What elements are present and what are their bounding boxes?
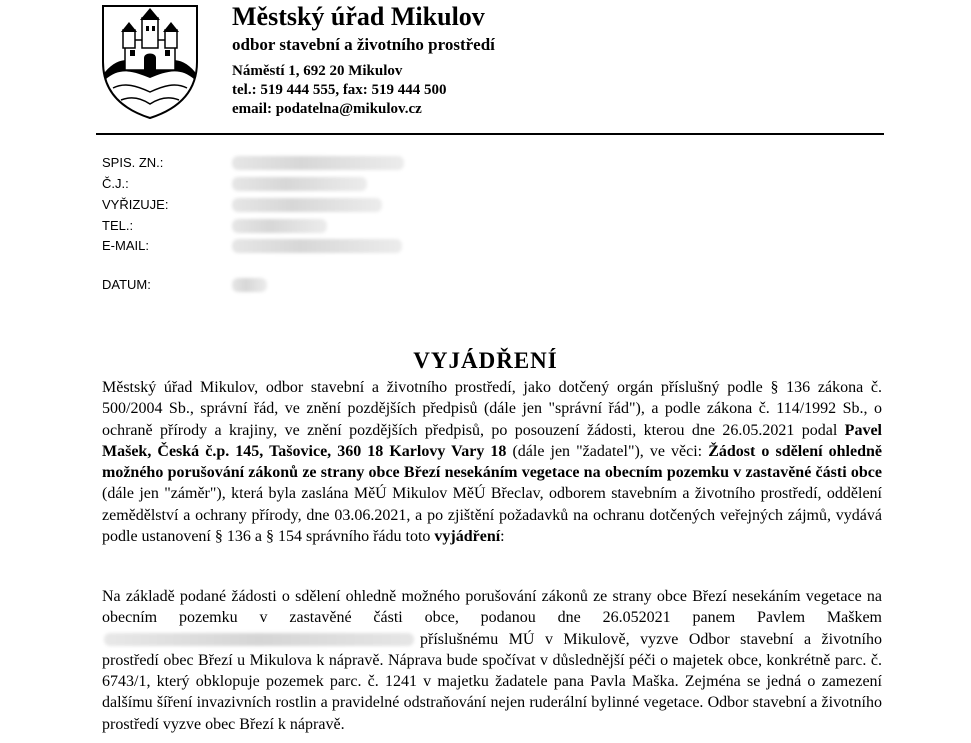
meta-label: DATUM: [102,277,151,292]
mikulov-coat-of-arms [95,2,205,120]
address: Náměstí 1, 692 20 Mikulov [232,63,403,79]
text-run: příslušnému MÚ v Mikulově, vyzve Odbor stavební a životního prostředí obec Březí u Mikulova k nápravě. Náprava bude spočívat v důslednější péči o majetek obce, konkrétně parc. č. 6743/1, který obklopuje pozemek parc. č. 1241 v majetku žadatele pana Pavla Maška. Zejména se jedná o zamezení dalšímu šíření invazivních rostlin a pravidelné odstraňování nejen ruderální bylinné vegetace. Odbor stavební a životního prostředí vyzve obec Březí k nápravě. [102,630,882,733]
meta-label: VYŘIZUJE: [102,197,169,212]
meta-row-vyrizuje [102,197,442,215]
meta-label: SPIS. ZN.: [102,155,164,170]
redacted-value [232,219,327,233]
meta-label: Č.J.: [102,176,129,191]
redacted-value [232,278,267,292]
meta-row-spis [102,155,442,173]
header-divider [96,133,884,135]
request-subject: Žádost o sdělení ohledně možného porušování zákonů ze strany obce Březí nesekáním vegetace na obecním pozemku v zastavěné části obce [102,442,882,482]
statement-paragraph [102,377,882,547]
text-run: : [500,528,505,546]
text-run: Městský úřad Mikulov, odbor stavební a životního prostředí, jako dotčený orgán příslušný podle § 136 zákona č. 500/2004 Sb., správní řád, ve znění pozdějších předpisů (dále jen "správní řád"), a podle zákona č. 114/1992 Sb., o ochraně přírody a krajiny, ve znění pozdějších předpisů, po posouzení žádosti, kterou dne 26.05.2021 podal [102,379,882,439]
redacted-value [232,239,402,253]
redacted-value [232,156,404,170]
meta-row-cj [102,176,442,194]
redacted-value [232,177,367,191]
decision-paragraph [102,586,882,735]
text-run: (dále jen "žadatel"), ve věci: [506,442,709,460]
keyword-vyjadreni: vyjádření [434,528,501,546]
phone-fax: tel.: 519 444 555, fax: 519 444 500 [232,82,447,98]
meta-row-tel [102,218,442,236]
meta-label: E-MAIL: [102,238,149,253]
letterhead [232,2,495,119]
department-name: odbor stavební a životního prostředí [232,35,495,54]
document-title: VYJÁDŘENÍ [413,348,558,373]
applicant-name: Pavel Mašek, Česká č.p. 145, Tašovice, 360 18 Karlovy Vary 18 [102,421,882,460]
meta-row-datum [102,277,442,295]
redacted-value [232,198,382,212]
meta-label: TEL.: [102,218,134,233]
text-run: (dále jen "záměr"), která byla zaslána MěÚ Mikulov MěÚ Břeclav, odborem stavebním a životního prostředí, oddělení zemědělství a ochrany přírody, dne 03.06.2021, a po zjištění požadavků na ochranu dotčených veřejných zájmů, vydává podle ustanovení § 136 a § 154 správního řádu toto [102,485,882,546]
email-address: email: podatelna@mikulov.cz [232,101,422,117]
text-run: Na základě podané žádosti o sdělení ohledně možného porušování zákonů ze strany obce Březí nesekáním vegetace na obecním pozemku v zastavěné části obce, podanou dne 26.052021 panem Pavlem Maškem [102,588,882,627]
redacted-address [104,633,414,646]
meta-row-email [102,238,442,256]
office-name: Městský úřad Mikulov [232,2,485,31]
